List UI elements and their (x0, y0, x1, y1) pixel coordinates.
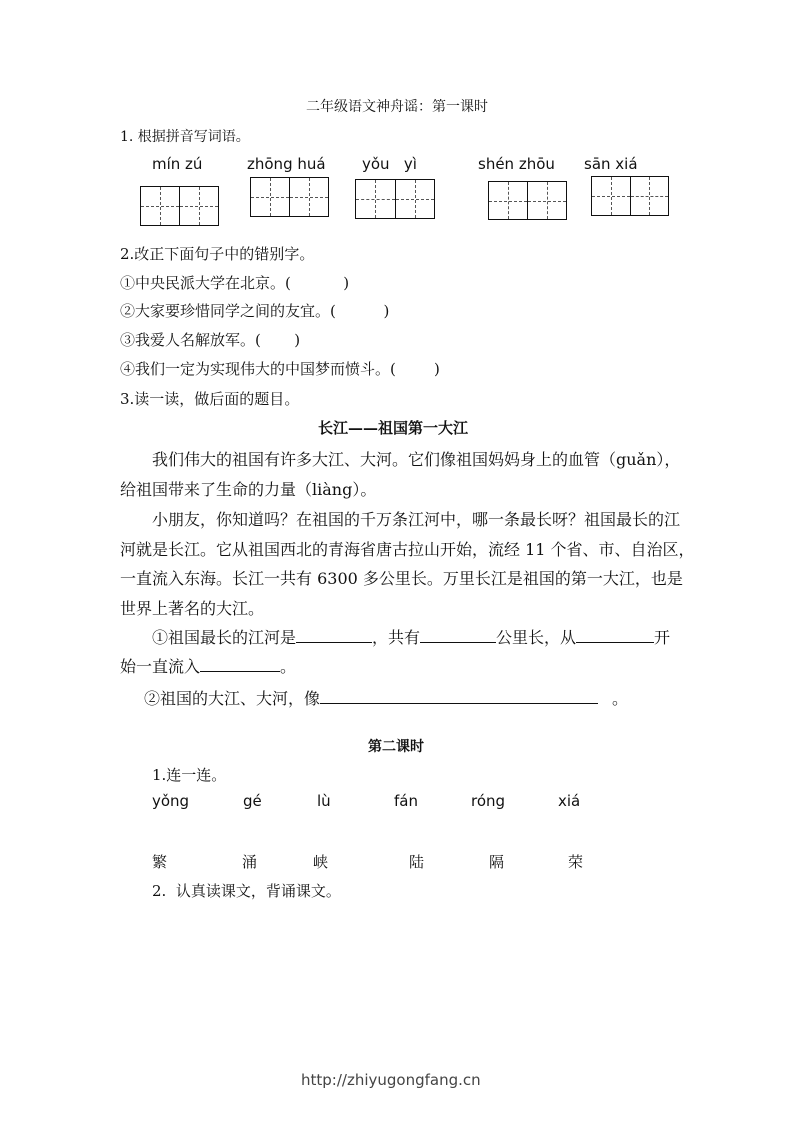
q2-label: 2.改正下面句子中的错别字。 (120, 245, 315, 263)
fill-q2-part2: 。 (612, 689, 629, 708)
passage-line-2: 给祖国带来了生命的力量（liàng）。 (120, 480, 377, 499)
fill-q1-part2: ，共有 (372, 628, 421, 647)
passage-line-3: 小朋友，你知道吗？在祖国的千万条江河中，哪一条最长呀？祖国最长的江 (152, 510, 681, 529)
match-pinyin-5[interactable]: róng (471, 792, 506, 810)
match-char-1[interactable]: 繁 (152, 853, 168, 871)
lesson2-title: 第二课时 (368, 739, 424, 755)
writing-grid-3[interactable] (355, 179, 435, 219)
fill-q1-part3: 公里长，从 (496, 628, 577, 647)
match-char-2[interactable]: 涌 (242, 853, 258, 871)
fill-question-1-cont (120, 654, 296, 677)
passage-title: 长江——祖国第一大江 (318, 419, 469, 437)
match-pinyin-4[interactable]: fán (394, 792, 418, 810)
q1-label: 1. 根据拼音写词语。 (120, 129, 250, 145)
fill-q2-part1: ②祖国的大江、大河，像 (144, 689, 321, 708)
fill-question-2 (144, 686, 628, 709)
q2-item-2: ②大家要珍惜同学之间的友宜。( ) (120, 302, 390, 320)
passage-line-1: 我们伟大的祖国有许多大江、大河。它们像祖国妈妈身上的血管（guǎn）， (152, 450, 681, 469)
answer-blank-1[interactable] (296, 628, 372, 643)
match-char-5[interactable]: 隔 (489, 853, 505, 871)
answer-blank-3[interactable] (576, 628, 654, 643)
passage-line-6: 世界上著名的大江。 (120, 599, 265, 618)
writing-grid-1[interactable] (140, 186, 219, 226)
fill-question-1 (152, 625, 670, 648)
passage-line-4: 河就是长江。它从祖国西北的青海省唐古拉山开始，流经 11 个省、市、自治区， (120, 540, 695, 559)
answer-blank-5[interactable] (320, 689, 598, 704)
pinyin-5: sān xiá (584, 155, 638, 173)
fill-q1-part6: 。 (280, 657, 297, 676)
match-pinyin-1[interactable]: yǒng (152, 792, 190, 810)
lesson2-q2-label: 2. 认真读课文，背诵课文。 (152, 882, 341, 900)
q2-item-4: ④我们一定为实现伟大的中国梦而愤斗。( ) (120, 360, 440, 378)
q2-item-3: ③我爱人名解放军。( ) (120, 331, 301, 349)
match-pinyin-6[interactable]: xiá (558, 792, 581, 810)
writing-grid-2[interactable] (250, 177, 329, 217)
fill-q1-part5: 始一直流入 (120, 657, 201, 676)
writing-grid-5[interactable] (591, 176, 669, 216)
match-pinyin-2[interactable]: gé (243, 792, 262, 810)
match-char-4[interactable]: 陆 (409, 853, 425, 871)
q3-label: 3.读一读，做后面的题目。 (120, 390, 300, 408)
writing-grid-4[interactable] (488, 181, 567, 220)
pinyin-4: shén zhōu (478, 155, 555, 173)
passage-line-5: 一直流入东海。长江一共有 6300 多公里长。万里长江是祖国的第一大江，也是 (120, 569, 683, 588)
fill-q1-part1: ①祖国最长的江河是 (152, 628, 297, 647)
page-header: 二年级语文神舟谣：第一课时 (306, 99, 488, 115)
q2-item-1: ①中央民派大学在北京。( ) (120, 274, 350, 292)
match-pinyin-3[interactable]: lù (317, 792, 331, 810)
answer-blank-4[interactable] (200, 657, 280, 672)
pinyin-2: zhōng huá (247, 155, 326, 173)
answer-blank-2[interactable] (420, 628, 496, 643)
lesson2-q1-label: 1.连一连。 (152, 766, 227, 784)
footer-url[interactable]: http://zhiyugongfang.cn (301, 1071, 481, 1089)
pinyin-1: mín zú (152, 155, 203, 173)
pinyin-3: yǒu yì (362, 155, 417, 173)
match-char-6[interactable]: 荣 (568, 853, 584, 871)
fill-q1-part4: 开 (654, 628, 671, 647)
match-char-3[interactable]: 峡 (313, 853, 329, 871)
